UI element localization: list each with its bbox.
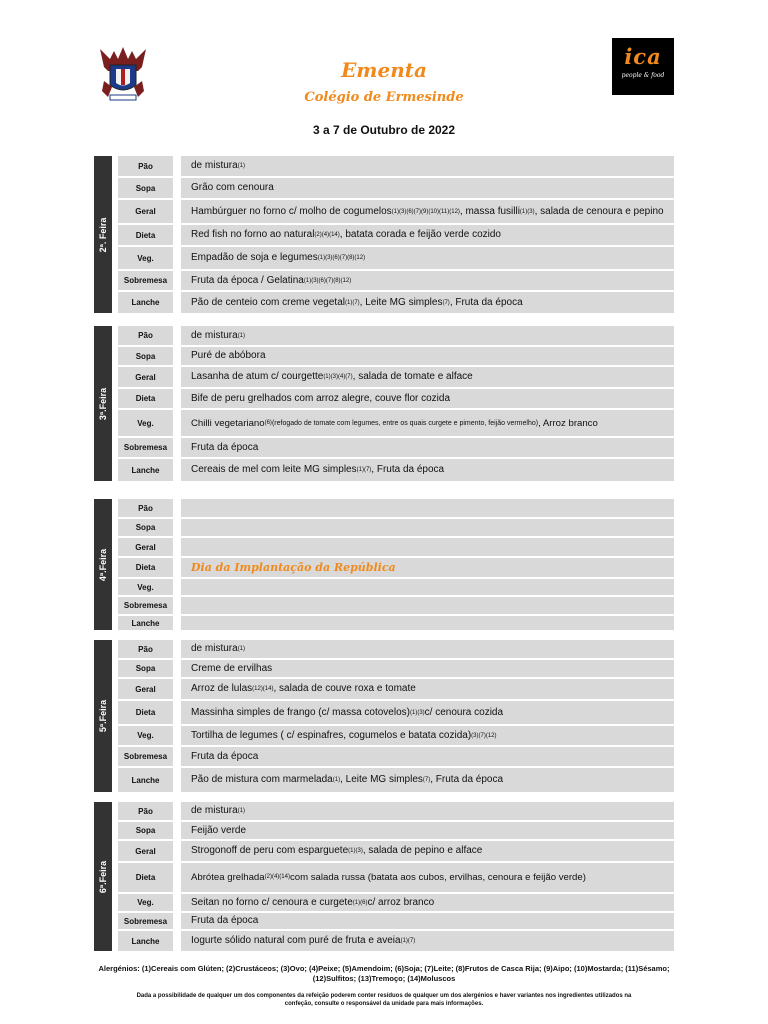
day-block	[94, 640, 674, 792]
menu-row	[118, 616, 674, 630]
day-bar	[94, 326, 112, 481]
day-bar	[94, 156, 112, 313]
meal-content: Puré de abóbora	[181, 347, 674, 365]
meal-label: Sobremesa	[118, 271, 173, 290]
meal-label: Pão	[118, 156, 173, 176]
menu-row	[118, 519, 674, 536]
menu-row	[118, 178, 674, 198]
menu-row	[118, 367, 674, 387]
menu-row	[118, 225, 674, 245]
meal-label: Lanche	[118, 768, 173, 792]
day-label: 4ª.Feira	[98, 548, 108, 581]
meal-content: Strogonoff de peru com esparguete (1)(3) , salada de pepino e alface	[181, 841, 674, 861]
meal-content: Lasanha de atum c/ courgette (1)(3)(4)(7) , salada de tomate e alface	[181, 367, 674, 387]
meal-content: Feijão verde	[181, 822, 674, 839]
meal-content: Abrótea grelhada (2)(4)(14) com salada russa (batata aos cubos, ervilhas, cenoura e feijão verde)	[181, 863, 674, 892]
allergens-line-1: Alergénios: (1)Cereais com Glúten; (2)Crustáceos; (3)Ovo; (4)Peixe; (5)Amendoim; (6)Soja; (7)Leite; (8)Frutos de Casca Rija; (9)Aipo; (10)Mostarda; (11)Sésamo;	[98, 964, 670, 973]
meal-label: Sopa	[118, 822, 173, 839]
meal-label: Sopa	[118, 347, 173, 365]
meal-label: Dieta	[118, 558, 173, 577]
meal-content	[181, 616, 674, 630]
meal-content: de mistura (1)	[181, 326, 674, 345]
meal-label: Pão	[118, 640, 173, 658]
day-block	[94, 802, 674, 951]
day-label: 2ª. Feira	[98, 217, 108, 252]
meal-content: Red fish no forno ao natural (2)(4)(14) , batata corada e feijão verde cozido	[181, 225, 674, 245]
allergen-notice	[94, 992, 674, 1008]
meal-label: Sobremesa	[118, 438, 173, 457]
day-block	[94, 499, 674, 630]
day-block	[94, 156, 674, 313]
menu-row	[118, 660, 674, 677]
day-label: 5ª.Feira	[98, 699, 108, 733]
meal-content	[181, 597, 674, 614]
menu-row	[118, 768, 674, 792]
meal-label: Sopa	[118, 178, 173, 198]
meal-label: Sobremesa	[118, 913, 173, 929]
meal-content: de mistura (1)	[181, 640, 674, 658]
meal-content	[181, 558, 674, 577]
menu-row	[118, 347, 674, 365]
meal-label: Dieta	[118, 225, 173, 245]
meal-content	[181, 538, 674, 556]
meal-label: Geral	[118, 367, 173, 387]
meal-label: Geral	[118, 679, 173, 699]
meal-content: Fruta da época / Gelatina (1)(3)(6)(7)(8)(12)	[181, 271, 674, 290]
meal-label: Sopa	[118, 660, 173, 677]
meal-label: Dieta	[118, 389, 173, 408]
meal-label: Dieta	[118, 863, 173, 892]
meal-label: Sopa	[118, 519, 173, 536]
day-bar	[94, 499, 112, 630]
meal-label: Geral	[118, 200, 173, 223]
page-title: Ementa	[341, 58, 427, 82]
menu-row	[118, 499, 674, 517]
menu-row	[118, 640, 674, 658]
meal-content	[181, 579, 674, 595]
allergens-legend	[84, 964, 684, 984]
meal-content: Chilli vegetariano (6) (refogado de tomate com legumes, entre os quais curgete e pimento, feijão vermelho) , Arroz branco	[181, 410, 674, 436]
meal-label: Pão	[118, 802, 173, 820]
menu-row	[118, 410, 674, 436]
menu-row	[118, 747, 674, 766]
meal-content: Seitan no forno c/ cenoura e curgete (1)(6) c/ arroz branco	[181, 894, 674, 911]
meal-content: Creme de ervilhas	[181, 660, 674, 677]
menu-row	[118, 863, 674, 892]
menu-row	[118, 822, 674, 839]
meal-label: Veg.	[118, 579, 173, 595]
menu-row	[118, 459, 674, 481]
meal-label: Geral	[118, 841, 173, 861]
meal-content	[181, 519, 674, 536]
meal-content: Fruta da época	[181, 438, 674, 457]
meal-label: Dieta	[118, 701, 173, 724]
menu-row	[118, 701, 674, 724]
meal-content: Arroz de lulas (12)(14) , salada de couve roxa e tomate	[181, 679, 674, 699]
menu-row	[118, 726, 674, 745]
meal-content: Grão com cenoura	[181, 178, 674, 198]
meal-content: Fruta da época	[181, 913, 674, 929]
meal-content: Bife de peru grelhados com arroz alegre, couve flor cozida	[181, 389, 674, 408]
allergens-line-2: (12)Sulfitos; (13)Tremoço; (14)Moluscos	[312, 974, 456, 983]
meal-content: Cereais de mel com leite MG simples (1)(7) , Fruta da época	[181, 459, 674, 481]
menu-row	[118, 579, 674, 595]
meal-content: Iogurte sólido natural com puré de fruta e aveia (1)(7)	[181, 931, 674, 951]
menu-row	[118, 802, 674, 820]
menu-row	[118, 931, 674, 951]
meal-label: Geral	[118, 538, 173, 556]
meal-content: Pão de mistura com marmelada (1) , Leite MG simples (7) , Fruta da época	[181, 768, 674, 792]
meal-content: Fruta da época	[181, 747, 674, 766]
meal-label: Lanche	[118, 292, 173, 313]
day-bar	[94, 802, 112, 951]
menu-row	[118, 247, 674, 269]
meal-label: Lanche	[118, 931, 173, 951]
day-label: 3ª.Feira	[98, 387, 108, 420]
meal-content: Hambúrguer no forno c/ molho de cogumelos (1)(3)(6)(7)(9)(10)(11)(12) , massa fusilli (1)(3) , salada de cenoura e pepino	[181, 200, 674, 223]
notice-line-2: confeção, consulte o responsável da unidade para mais informações.	[284, 1001, 484, 1007]
week-dates: 3 a 7 de Outubro de 2022	[312, 123, 456, 137]
menu-row	[118, 913, 674, 929]
menu-row	[118, 389, 674, 408]
meal-label: Sobremesa	[118, 747, 173, 766]
logo-tagline: people & food	[621, 72, 665, 79]
meal-content: Tortilha de legumes ( c/ espinafres, cogumelos e batata cozida) (3)(7)(12)	[181, 726, 674, 745]
meal-label: Veg.	[118, 410, 173, 436]
meal-label: Sobremesa	[118, 597, 173, 614]
page-subtitle: Colégio de Ermesinde	[304, 90, 464, 105]
meal-content: Massinha simples de frango (c/ massa cotovelos) (1)(3) c/ cenoura cozida	[181, 701, 674, 724]
menu-row	[118, 156, 674, 176]
logo-text: ica	[624, 44, 662, 69]
menu-row	[118, 558, 674, 577]
menu-row	[118, 292, 674, 313]
day-block	[94, 326, 674, 481]
meal-label: Veg.	[118, 894, 173, 911]
meal-label: Pão	[118, 499, 173, 517]
menu-row	[118, 438, 674, 457]
meal-content	[181, 499, 674, 517]
meal-label: Lanche	[118, 616, 173, 630]
menu-row	[118, 326, 674, 345]
meal-content: de mistura (1)	[181, 156, 674, 176]
meal-content: Pão de centeio com creme vegetal (1)(7) , Leite MG simples (7) , Fruta da época	[181, 292, 674, 313]
day-label: 6ª.Feira	[98, 860, 108, 893]
day-bar	[94, 640, 112, 792]
menu-row	[118, 841, 674, 861]
meal-label: Veg.	[118, 247, 173, 269]
menu-row	[118, 200, 674, 223]
menu-row	[118, 679, 674, 699]
meal-content: de mistura (1)	[181, 802, 674, 820]
holiday-note: Dia da Implantação da República	[191, 560, 396, 574]
menu-row	[118, 271, 674, 290]
meal-label: Pão	[118, 326, 173, 345]
notice-line-1: Dada a possibilidade de qualquer um dos componentes da refeição poderem conter resíduos de qualquer um dos alergénios e haver variantes nos ingredientes utilizados na	[136, 993, 632, 999]
menu-row	[118, 538, 674, 556]
meal-content: Empadão de soja e legumes (1)(3)(6)(7)(8)(12)	[181, 247, 674, 269]
meal-label: Veg.	[118, 726, 173, 745]
menu-row	[118, 894, 674, 911]
menu-row	[118, 597, 674, 614]
meal-label: Lanche	[118, 459, 173, 481]
